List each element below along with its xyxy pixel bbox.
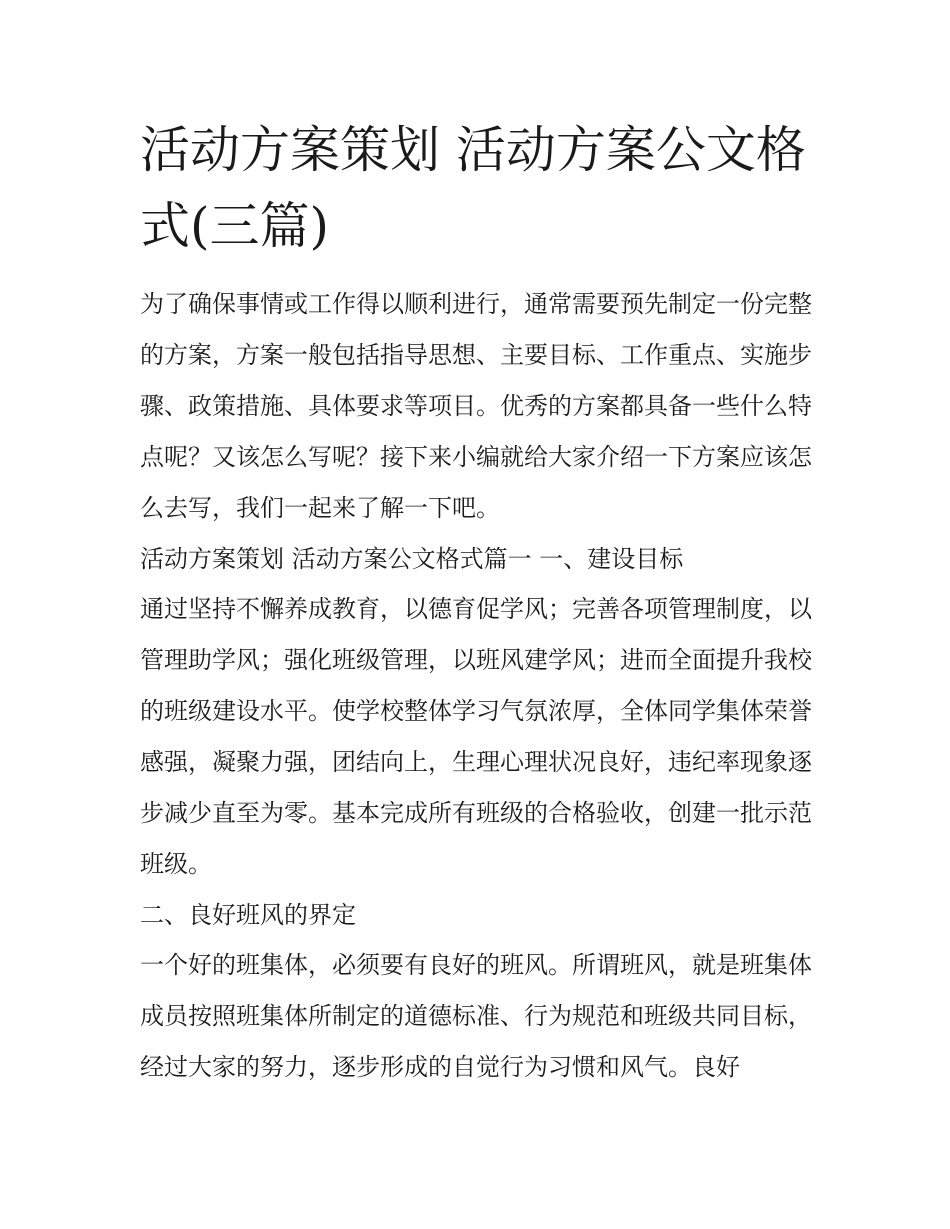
section-1-heading: 活动方案策划 活动方案公文格式篇一 一、建设目标 [140, 545, 684, 573]
section-1-paragraph: 通过坚持不懈养成教育，以德育促学风；完善各项管理制度，以管理助学风；强化班级管理，以班风建学风；进而全面提升我校的班级建设水平。使学校整体学习气氛浓厚，全体同学集体荣誉感强，凝聚力强，团结向上，生理心理状况良好，违纪率现象逐步减少直至为零。基本完成所有班级的合格验收，创建一批示范班级。 [140, 595, 812, 878]
section-2-heading: 二、良好班风的界定 [140, 901, 356, 929]
document-content [140, 112, 812, 1093]
document-title: 活动方案策划 活动方案公文格式(三篇) [140, 121, 806, 255]
intro-paragraph: 为了确保事情或工作得以顺利进行，通常需要预先制定一份完整的方案，方案一般包括指导思想、主要目标、工作重点、实施步骤、政策措施、具体要求等项目。优秀的方案都具备一些什么特点呢？又该怎么写呢？接下来小编就给大家介绍一下方案应该怎么去写，我们一起来了解一下吧。 [140, 290, 812, 522]
section-2-paragraph: 一个好的班集体，必须要有良好的班风。所谓班风，就是班集体成员按照班集体所制定的道德标准、行为规范和班级共同目标，经过大家的努力，逐步形成的自觉行为习惯和风气。良好 [140, 951, 812, 1081]
